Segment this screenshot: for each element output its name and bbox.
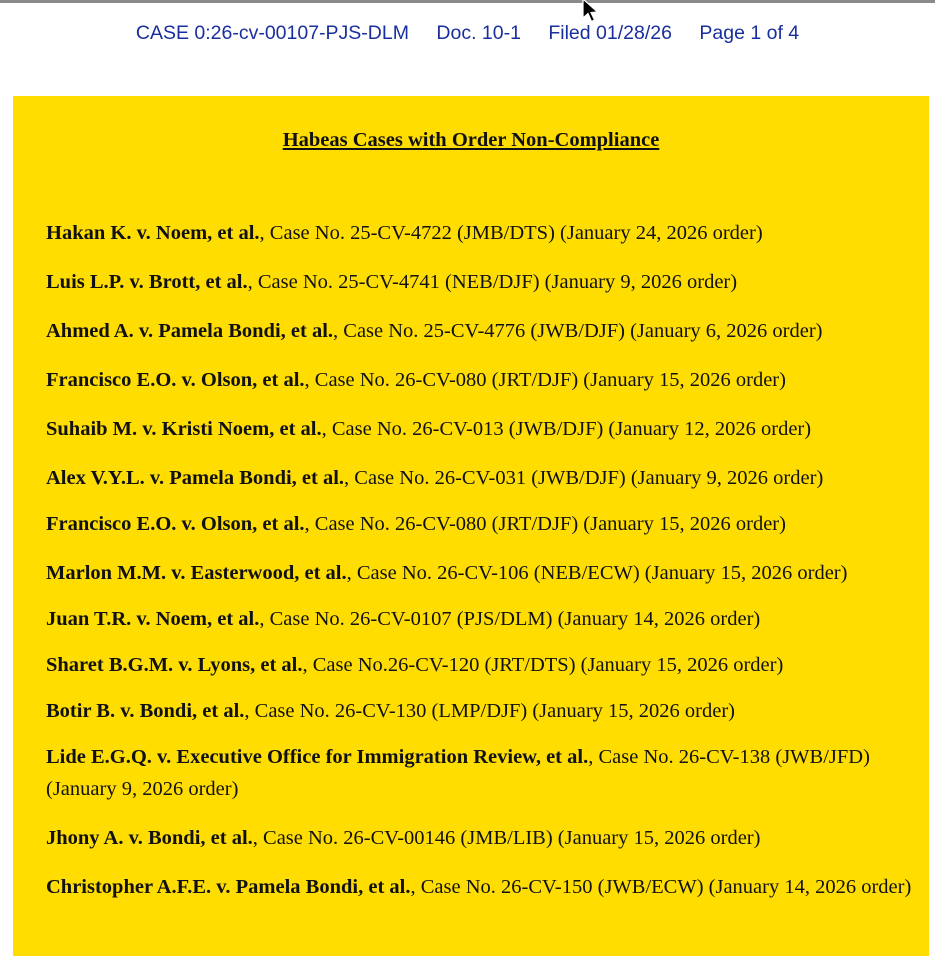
case-entry xyxy=(46,822,916,854)
case-entry xyxy=(46,217,916,249)
case-details: , Case No. 26-CV-0107 (PJS/DLM) (January 14, 2026 order) xyxy=(259,608,761,630)
case-name: Lide E.G.Q. v. Executive Office for Immigration Review, et al. xyxy=(46,746,589,768)
court-filing-header xyxy=(0,22,935,45)
case-name: Hakan K. v. Noem, et al. xyxy=(46,222,260,244)
case-name: Ahmed A. v. Pamela Bondi, et al. xyxy=(46,320,334,342)
case-entry xyxy=(46,413,916,445)
case-details: , Case No. 25-CV-4722 (JMB/DTS) (January 24, 2026 order) xyxy=(259,222,763,244)
case-entry xyxy=(46,315,916,347)
case-entry xyxy=(46,649,916,681)
case-name: Suhaib M. v. Kristi Noem, et al. xyxy=(46,418,322,440)
case-entry xyxy=(46,557,916,589)
case-details: , Case No. 26-CV-080 (JRT/DJF) (January 15, 2026 order) xyxy=(304,369,786,391)
case-name: Botir B. v. Bondi, et al. xyxy=(46,700,245,722)
case-entry xyxy=(46,364,916,396)
case-name: Juan T.R. v. Noem, et al. xyxy=(46,608,260,630)
case-name: Marlon M.M. v. Easterwood, et al. xyxy=(46,562,347,584)
case-entry xyxy=(46,695,916,727)
case-name: Francisco E.O. v. Olson, et al. xyxy=(46,369,305,391)
case-details: , Case No. 25-CV-4741 (NEB/DJF) (January 9, 2026 order) xyxy=(247,271,738,293)
document-page xyxy=(13,96,929,956)
case-details: , Case No. 26-CV-150 (JWB/ECW) (January 14, 2026 order) xyxy=(410,876,912,898)
case-details: , Case No. 26-CV-013 (JWB/DJF) (January 12, 2026 order) xyxy=(321,418,812,440)
case-details: , Case No. 26-CV-031 (JWB/DJF) (January 9, 2026 order) xyxy=(344,467,824,489)
case-entry xyxy=(46,508,916,540)
case-details: , Case No. 26-CV-138 (JWB/JFD) (January 9, 2026 order) xyxy=(46,746,870,800)
case-name: Christopher A.F.E. v. Pamela Bondi, et al. xyxy=(46,876,411,898)
case-details: , Case No. 26-CV-130 (LMP/DJF) (January 15, 2026 order) xyxy=(244,700,736,722)
case-name: Francisco E.O. v. Olson, et al. xyxy=(46,513,305,535)
case-entry xyxy=(46,266,916,298)
case-entry xyxy=(46,871,916,903)
case-name: Alex V.Y.L. v. Pamela Bondi, et al. xyxy=(46,467,345,489)
case-entry xyxy=(46,741,916,805)
viewer-top-border xyxy=(0,0,935,3)
page-indicator: Page 1 of 4 xyxy=(699,22,800,44)
filed-date: Filed 01/28/26 xyxy=(548,22,672,44)
case-details: , Case No. 26-CV-00146 (JMB/LIB) (January 15, 2026 order) xyxy=(252,827,761,849)
case-name: Luis L.P. v. Brott, et al. xyxy=(46,271,248,293)
case-details: , Case No. 25-CV-4776 (JWB/DJF) (January 6, 2026 order) xyxy=(333,320,823,342)
document-number: Doc. 10-1 xyxy=(436,22,521,44)
case-details: , Case No.26-CV-120 (JRT/DTS) (January 15, 2026 order) xyxy=(302,654,784,676)
case-entry xyxy=(46,462,916,494)
document-title: Habeas Cases with Order Non-Compliance xyxy=(282,129,660,151)
mouse-pointer-icon xyxy=(581,0,601,24)
case-number: CASE 0:26-cv-00107-PJS-DLM xyxy=(135,22,409,44)
case-details: , Case No. 26-CV-080 (JRT/DJF) (January 15, 2026 order) xyxy=(304,513,786,535)
case-name: Sharet B.G.M. v. Lyons, et al. xyxy=(46,654,303,676)
case-details: , Case No. 26-CV-106 (NEB/ECW) (January 15, 2026 order) xyxy=(346,562,848,584)
case-name: Jhony A. v. Bondi, et al. xyxy=(46,827,253,849)
case-entry xyxy=(46,603,916,635)
